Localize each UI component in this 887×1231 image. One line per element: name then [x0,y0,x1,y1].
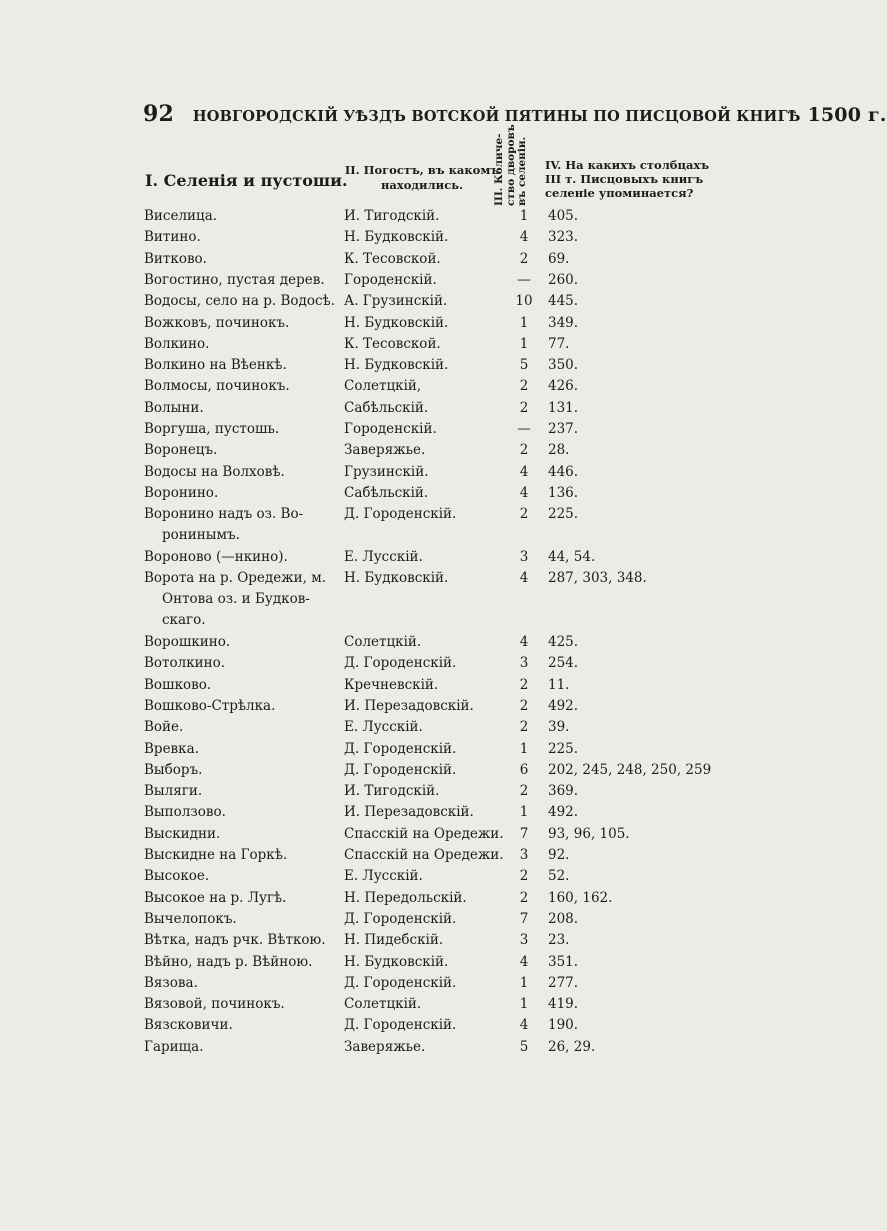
settlement-name-line: Вороново (—нкино). [144,548,288,565]
household-count: 2 [519,889,529,906]
settlement-name [144,483,340,504]
column-reference: 445. [548,293,579,310]
settlement-name-line: Вогостино, пустая дерев. [144,271,325,288]
household-count: 4 [519,484,529,501]
pogost-name: Е. Лусскій. [344,868,423,885]
settlement-name-line: Вѣйно, надъ р. Вѣйною. [144,953,313,970]
column-reference: 92. [548,847,570,863]
column-reference: 426. [548,378,579,395]
settlement-name-line: Выскидне на Горкѣ. [144,847,288,863]
pogost-name: Грузинскій. [344,463,429,480]
pogost-name: Д. Городенскій. [344,506,457,523]
settlement-name-line: Вязовой, починокъ. [144,996,285,1013]
settlement-name [144,249,340,270]
pogost-name: К. Тесовской. [344,250,441,267]
pogost-name: Д. Городенскій. [344,1017,457,1034]
household-count: 1 [519,804,529,821]
settlement-name-line: скаго. [162,612,206,629]
pogost-name: Д. Городенскій. [344,974,457,991]
settlement-name-line: Войе. [144,719,184,736]
settlement-name [144,291,340,312]
settlement-name-line: Волыни. [144,399,204,416]
household-count: 4 [519,229,529,246]
settlement-name [144,653,340,674]
household-count: 1 [519,335,529,352]
settlement-name-line: Волкино на Вѣенкѣ. [144,357,287,374]
column-reference: 492. [548,697,579,714]
household-count: 4 [519,1017,529,1034]
column-reference: 349. [548,314,579,331]
settlement-name [144,994,340,1015]
household-count: 2 [519,783,529,800]
household-count: 3 [519,655,529,672]
settlement-name [144,739,340,760]
settlement-name-line: Вязсковичи. [144,1017,233,1034]
household-count: 4 [519,634,529,650]
settlement-name-line: Вязова. [144,974,198,991]
settlement-name [144,930,340,951]
household-count: 2 [519,399,529,416]
household-count: 2 [519,378,529,395]
settlement-name [144,760,340,781]
pogost-name: Е. Лусскій. [344,548,423,565]
column-reference: 225. [548,506,579,523]
settlement-name-line: Высокое. [144,868,210,885]
pogost-name: И. Перезадовскій. [344,804,474,821]
column-reference: 277. [548,974,579,991]
column-reference: 492. [548,804,579,821]
pogost-name: А. Грузинскій. [344,293,448,310]
settlement-name-line: Витково. [144,250,207,267]
pogost-name: Городенскій. [344,271,437,288]
pogost-name: Д. Городенскій. [344,655,457,672]
settlement-name [144,227,340,248]
settlement-name-line: Вошково. [144,676,212,693]
settlement-name-line: Вожковъ, починокъ. [144,314,290,331]
settlement-name [144,334,340,355]
page-header [143,101,887,127]
column-reference: 287, 303, 348. [548,570,647,587]
settlement-name [144,802,340,823]
column-reference: 39. [548,719,570,736]
column-reference: 11. [548,676,570,693]
column-reference: 93, 96, 105. [548,825,630,842]
page-number: 92 [143,101,175,127]
settlement-name-line: Вычелопокъ. [144,910,237,927]
settlement-name-line: Волкино. [144,335,210,352]
settlement-name [144,270,340,291]
settlement-name-line: Воронино надъ оз. Во- [144,506,304,523]
household-count: 2 [519,676,529,693]
page-title: НОВГОРОДСКІЙ УѢЗДЪ ВОТСКОЙ ПЯТИНЫ ПО ПИСЦОВОЙ КНИГѢ [192,108,801,125]
settlement-name [144,1037,340,1058]
pogost-name: Солетцкій. [344,634,422,650]
pogost-name: Н. Будковскій. [344,570,449,587]
pogost-name: Д. Городенскій. [344,910,457,927]
household-count: 2 [519,719,529,736]
household-count: 4 [519,570,529,587]
settlement-name-line: ронинымъ. [162,527,240,544]
pogost-name: И. Тигодскій. [344,208,440,224]
settlement-name [144,355,340,376]
settlement-name [144,866,340,887]
household-count: 2 [519,868,529,885]
settlement-name [144,717,340,738]
settlement-name [144,781,340,802]
settlement-name [144,313,340,334]
pogost-name: Солетцкій. [344,996,422,1013]
household-count: 6 [519,761,529,778]
settlement-name-line: Воронецъ. [144,442,218,459]
pogost-name: Н. Будковскій. [344,953,449,970]
settlement-name [144,419,340,440]
settlement-name [144,462,340,483]
settlement-name [144,504,340,546]
column-reference: 131. [548,399,579,416]
column-reference: 202, 245, 248, 250, 259 [548,761,712,778]
column-header-households-text: III. Количе- ство дворовъ въ селеніи. [493,124,528,206]
pogost-name: Н. Будковскій. [344,229,449,246]
column-reference: 23. [548,932,570,949]
settlement-name-line: Выскидни. [144,825,221,842]
household-count: 2 [519,250,529,267]
settlement-name [144,888,340,909]
settlement-name [144,547,340,568]
column-reference: 225. [548,740,579,757]
column-reference: 26, 29. [548,1038,596,1055]
column-reference: 136. [548,484,579,501]
pogost-name: К. Тесовской. [344,335,441,352]
household-count: 7 [519,825,529,842]
column-reference: 351. [548,953,579,970]
settlement-name-line: Выползово. [144,804,226,821]
page-year: 1500 г. [807,104,887,126]
settlement-name [144,206,340,227]
column-reference: 52. [548,868,570,885]
column-reference: 44, 54. [548,548,596,565]
household-count: 1 [519,740,529,757]
column-reference: 260. [548,271,579,288]
settlement-name-line: Гарища. [144,1038,204,1055]
column-reference: 254. [548,655,579,672]
household-count: 4 [519,463,529,480]
settlement-name [144,845,340,866]
column-reference: 77. [548,335,570,352]
settlement-name [144,952,340,973]
pogost-name: Сабѣльскій. [344,399,429,416]
column-reference: 425. [548,634,579,650]
column-reference: 350. [548,357,579,374]
column-reference: 237. [548,421,579,437]
settlement-name [144,632,340,653]
settlement-name-line: Воргуша, пустошь. [144,421,280,437]
household-count: 2 [519,697,529,714]
settlement-name [144,568,340,631]
pogost-name: Н. Будковскій. [344,357,449,374]
settlement-name-line: Воронино. [144,484,219,501]
settlement-name [144,675,340,696]
settlement-name-line: Вѣтка, надъ рчк. Вѣткою. [144,932,326,949]
household-count: — [517,271,531,288]
pogost-name: Спасскій на Оредежи. [344,847,504,863]
settlement-name-line: Вревка. [144,740,199,757]
pogost-name: Солетцкій, [344,378,422,395]
pogost-name: Заверяжье. [344,1038,426,1055]
pogost-name: И. Тигодскій. [344,783,440,800]
pogost-name: Спасскій на Оредежи. [344,825,504,842]
column-reference: 369. [548,783,579,800]
household-count: 1 [519,996,529,1013]
settlement-name [144,696,340,717]
pogost-name: Д. Городенскій. [344,761,457,778]
pogost-name: Д. Городенскій. [344,740,457,757]
household-count: — [517,421,531,437]
column-reference: 208. [548,910,579,927]
settlement-name-line: Виселица. [144,208,218,224]
column-reference: 69. [548,250,570,267]
household-count: 2 [519,506,529,523]
settlement-name [144,398,340,419]
household-count: 4 [519,953,529,970]
pogost-name: Н. Передольскій. [344,889,467,906]
settlement-name [144,440,340,461]
settlement-name-line: Ворошкино. [144,634,231,650]
pogost-name: Заверяжье. [344,442,426,459]
settlement-name [144,973,340,994]
settlement-name-line: Онтова оз. и Будков- [162,591,310,608]
household-count: 3 [519,847,529,863]
column-header-references: IV. На какихъ столбцахъ III т. Писцовыхъ книгъ селеніе упоминается? [545,158,710,200]
household-count: 2 [519,442,529,459]
column-reference: 405. [548,208,579,224]
settlement-name-line: Водосы, село на р. Водосѣ. [144,293,335,310]
household-count: 1 [519,974,529,991]
column-reference: 419. [548,996,579,1013]
household-count: 5 [519,357,529,374]
pogost-name: Н. Пидебскій. [344,932,444,949]
pogost-name: Сабѣльскій. [344,484,429,501]
column-header-settlements: I. Селенія и пустоши. [145,171,348,190]
household-count: 7 [519,910,529,927]
column-header-pogost: II. Погостъ, въ какомъ находились. [344,163,500,192]
settlement-name [144,376,340,397]
settlement-name-line: Волмосы, починокъ. [144,378,290,395]
household-count: 10 [515,293,533,310]
pogost-name: Городенскій. [344,421,437,437]
settlement-name [144,824,340,845]
column-reference: 446. [548,463,579,480]
settlement-name-line: Ворота на р. Оредежи, м. [144,570,326,587]
settlement-name [144,909,340,930]
settlement-name [144,1015,340,1036]
settlement-name-line: Водосы на Волховѣ. [144,463,285,480]
household-count: 3 [519,548,529,565]
settlement-name-line: Высокое на р. Лугѣ. [144,889,287,906]
column-reference: 28. [548,442,570,459]
household-count: 5 [519,1038,529,1055]
pogost-name: Е. Лусскій. [344,719,423,736]
pogost-name: Н. Будковскій. [344,314,449,331]
household-count: 1 [519,208,529,224]
settlement-name-line: Вошково-Стрѣлка. [144,697,276,714]
household-count: 1 [519,314,529,331]
settlement-name-line: Выляги. [144,783,203,800]
pogost-name: И. Перезадовскій. [344,697,474,714]
settlement-name-line: Вотолкино. [144,655,226,672]
column-reference: 190. [548,1017,579,1034]
settlement-name-line: Выборъ. [144,761,203,778]
settlement-name-line: Витино. [144,229,201,246]
household-count: 3 [519,932,529,949]
column-reference: 323. [548,229,579,246]
pogost-name: Кречневскій. [344,676,439,693]
column-reference: 160, 162. [548,889,613,906]
